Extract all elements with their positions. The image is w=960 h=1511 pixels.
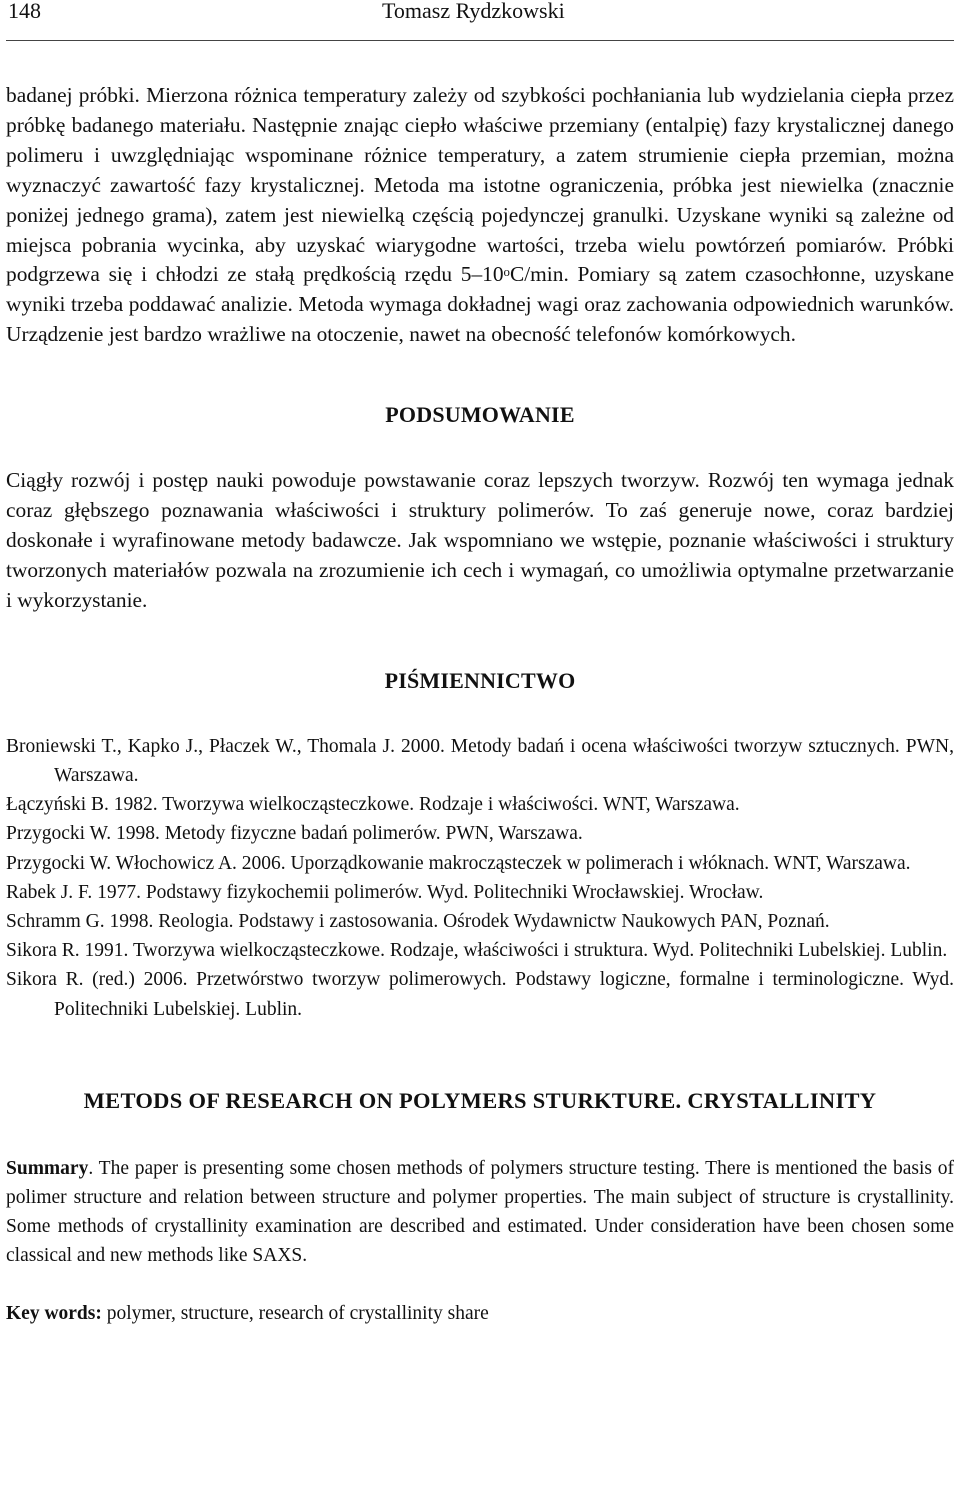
keywords-label: Key words: <box>6 1302 102 1324</box>
page-header <box>6 0 954 41</box>
reference-item: Sikora R. 1991. Tworzywa wielkocząsteczkowe. Rodzaje, właściwości i struktura. Wyd. Politechniki Lubelskiej. Lublin. <box>6 940 948 962</box>
reference-item: Łączyński B. 1982. Tworzywa wielkocząsteczkowe. Rodzaje i właściwości. WNT, Warszawa. <box>6 794 740 816</box>
intro-text-part2: C/min. Pomiary są zatem czasochłonne, uzyskane wyniki trzeba poddawać analizie. Metoda wymaga dokładnej wagi oraz zachowania odpowiednich warunków. Urządzenie jest bardzo wrażliwe na otoczenie, nawet na obecność telefonów komórkowych. <box>6 262 954 347</box>
keywords-text: polymer, structure, research of crystallinity share <box>101 1302 489 1324</box>
running-head-author: Tomasz Rydzkowski <box>382 0 565 23</box>
summary-text: . The paper is presenting some chosen methods of polymers structure testing. There is mentioned the basis of polimer structure and relation between structure and polymer properties. The main subject of structure is crystallinity. Some methods of crystallinity examination are described and estimated. Under consideration have been chosen some classical and new methods like SAXS. <box>6 1157 954 1267</box>
degree-superscript: o <box>503 264 510 279</box>
intro-paragraph <box>6 81 954 350</box>
reference-item: Schramm G. 1998. Reologia. Podstawy i zastosowania. Ośrodek Wydawnictw Naukowych PAN, Poznań. <box>6 910 830 932</box>
summary-label: Summary <box>6 1157 89 1179</box>
reference-item: Przygocki W. 1998. Metody fizyczne badań polimerów. PWN, Warszawa. <box>6 823 583 845</box>
summary-paragraph: Ciągły rozwój i postęp nauki powoduje powstawanie coraz lepszych tworzyw. Rozwój ten wymaga jednak coraz głębszego poznawania właściwości i struktury polimerów. To zaś generuje nowe, coraz bardziej doskonałe i wyrafinowane metody badawcze. Jak wspomniano we wstępie, poznanie właściwości i struktury tworzonych materiałów pozwala na zrozumienie ich cech i wymagań, co umożliwia optymalne przetwarzanie i wykorzystanie. <box>6 468 954 612</box>
keywords <box>6 1299 954 1328</box>
section-heading-podsumowanie: PODSUMOWANIE <box>385 402 575 428</box>
english-title: METODS OF RESEARCH ON POLYMERS STURKTURE. CRYSTALLINITY <box>83 1087 877 1113</box>
english-summary <box>6 1154 954 1271</box>
intro-text-part1: badanej próbki. Mierzona różnica temperatury zależy od szybkości pochłaniania lub wydzielania ciepła przez próbkę badanego materiału. Następnie znając ciepło właściwe przemiany (entalpię) fazy krystalicznej danego polimeru i uwzględniając wspominane różnice temperatury, a zatem strumienie ciepła przemian, można wyznaczyć zawartość fazy krystalicznej. Metoda ma istotne ograniczenia, próbka jest niewielka (znacznie poniżej jednego grama), zatem jest niewielką częścią pojedynczej granulki. Uzyskane wyniki są zależne od miejsca pobrania wycinka, aby uzyskać wiarygodne wartości, trzeba wielu powtórzeń pomiarów. Próbki podgrzewa się i chłodzi ze stałą prędkością rzędu 5–10 <box>6 83 954 287</box>
page-number: 148 <box>8 0 41 23</box>
document-page <box>6 0 954 1347</box>
reference-item: Przygocki W. Włochowicz A. 2006. Uporządkowanie makrocząsteczek w polimerach i włóknach. WNT, Warszawa. <box>6 852 911 874</box>
reference-item: Broniewski T., Kapko J., Płaczek W., Thomala J. 2000. Metody badań i ocena właściwości tworzyw sztucznych. PWN, Warszawa. <box>6 735 954 786</box>
reference-item: Sikora R. (red.) 2006. Przetwórstwo tworzyw polimerowych. Podstawy logiczne, formalne i terminologiczne. Wyd. Politechniki Lubelskiej. Lublin. <box>6 969 954 1020</box>
reference-list <box>6 732 954 1024</box>
section-heading-pismiennictwo: PIŚMIENNICTWO <box>384 667 576 693</box>
reference-item: Rabek J. F. 1977. Podstawy fizykochemii polimerów. Wyd. Politechniki Wrocławskiej. Wrocław. <box>6 881 764 903</box>
